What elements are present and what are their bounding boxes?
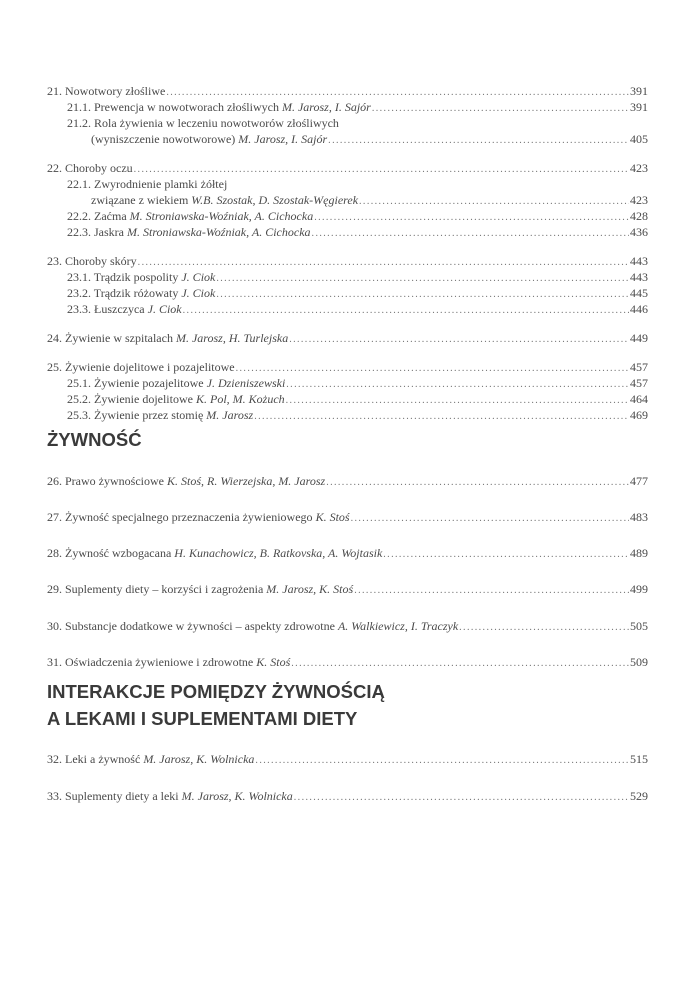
page-number: 449: [630, 331, 648, 345]
entry-authors: H. Kunachowicz, B. Ratkovska, A. Wojtasik: [174, 546, 383, 560]
entry-title: 28. Żywność wzbogacana: [47, 546, 172, 560]
entry-title: 27. Żywność specjalnego przeznaczenia żywieniowego: [47, 510, 313, 524]
entry-authors: M. Jarosz, I. Sajór: [238, 132, 328, 146]
toc-entry-28[interactable]: [47, 545, 648, 561]
toc-entry-23-2[interactable]: [67, 285, 648, 301]
page-number: 464: [630, 392, 648, 406]
entry-title-cont: (wyniszczenie nowotworowe): [91, 132, 236, 146]
entry-authors: J. Dzieniszewski: [206, 376, 286, 390]
entry-authors: M. Jarosz, H. Turlejska: [175, 331, 289, 345]
page-number: 529: [630, 789, 648, 803]
page-number: 505: [630, 619, 648, 633]
toc-entry-25-2[interactable]: [67, 391, 648, 407]
page-number: 428: [630, 209, 648, 223]
page-number: 436: [630, 225, 648, 239]
section-heading-interactions-line2: A LEKAMI I SUPLEMENTAMI DIETY: [47, 708, 358, 729]
entry-authors: K. Stoś, R. Wierzejska, M. Jarosz: [166, 474, 326, 488]
page-number: 457: [630, 376, 648, 390]
entry-title: 22.2. Zaćma: [67, 209, 127, 223]
toc-entry-26[interactable]: [47, 473, 648, 489]
page-number: 515: [630, 752, 648, 766]
toc-entry-23[interactable]: [47, 253, 648, 269]
entry-title: 23. Choroby skóry: [47, 254, 137, 268]
toc-entry-22-2[interactable]: [67, 208, 648, 224]
toc-entry-22-1-cont[interactable]: [91, 192, 648, 208]
entry-title-cont: związane z wiekiem: [91, 193, 189, 207]
page-number: 443: [630, 270, 648, 284]
toc-entry-21-2[interactable]: [67, 115, 648, 131]
dot-leader: [289, 332, 629, 348]
dot-leader: [294, 790, 629, 806]
toc-entry-27[interactable]: [47, 509, 648, 525]
entry-authors: M. Jarosz, K. Wolnicka: [181, 789, 293, 803]
entry-title: 21.2. Rola żywienia w leczeniu nowotworów złośliwych: [67, 116, 339, 130]
page-number: 489: [630, 546, 648, 560]
toc-entry-25-1[interactable]: [67, 375, 648, 391]
entry-authors: M. Jarosz, K. Wolnicka: [143, 752, 255, 766]
entry-title: 25. Żywienie dojelitowe i pozajelitowe: [47, 360, 235, 374]
dot-leader: [183, 303, 629, 319]
entry-title: 26. Prawo żywnościowe: [47, 474, 164, 488]
toc-entry-22[interactable]: [47, 160, 648, 176]
toc-entry-22-3[interactable]: [67, 224, 648, 240]
entry-title: 21.1. Prewencja w nowotworach złośliwych: [67, 100, 279, 114]
entry-title: 31. Oświadczenia żywieniowe i zdrowotne: [47, 655, 254, 669]
entry-authors: K. Pol, M. Kożuch: [195, 392, 285, 406]
toc-entry-33[interactable]: [47, 788, 648, 804]
entry-authors: M. Stroniawska-Woźniak, A. Cichocka: [127, 225, 311, 239]
page-number: 509: [630, 655, 648, 669]
entry-title: 29. Suplementy diety – korzyści i zagrożenia: [47, 582, 264, 596]
page-number: 477: [630, 474, 648, 488]
dot-leader: [354, 583, 629, 599]
section-heading-interactions-line1: INTERAKCJE POMIĘDZY ŻYWNOŚCIĄ: [47, 681, 385, 702]
entry-title: 22.3. Jaskra: [67, 225, 124, 239]
page-number: 405: [630, 132, 648, 146]
page-number: 457: [630, 360, 648, 374]
entry-title: 23.3. Łuszczyca: [67, 302, 145, 316]
toc-entry-23-3[interactable]: [67, 301, 648, 317]
dot-leader: [291, 656, 629, 672]
toc-entry-29[interactable]: [47, 581, 648, 597]
entry-authors: J. Ciok: [181, 286, 216, 300]
toc-entry-31[interactable]: [47, 654, 648, 670]
entry-authors: M. Jarosz, I. Sajór: [281, 100, 371, 114]
toc-entry-24[interactable]: [47, 330, 648, 346]
entry-authors: J. Ciok: [181, 270, 216, 284]
entry-title: 24. Żywienie w szpitalach: [47, 331, 173, 345]
toc-entry-25[interactable]: [47, 359, 648, 375]
dot-leader: [312, 226, 629, 242]
page-number: 391: [630, 100, 648, 114]
entry-authors: M. Stroniawska-Woźniak, A. Cichocka: [129, 209, 314, 223]
page-number: 483: [630, 510, 648, 524]
entry-authors: M. Jarosz, K. Stoś: [266, 582, 354, 596]
entry-authors: A. Walkiewicz, I. Traczyk: [337, 619, 459, 633]
entry-title: 25.3. Żywienie przez stomię: [67, 408, 204, 422]
section-heading-food: ŻYWNOŚĆ: [47, 429, 142, 450]
entry-title: 21. Nowotwory złośliwe: [47, 84, 166, 98]
dot-leader: [351, 511, 629, 527]
entry-title: 23.2. Trądzik różowaty: [67, 286, 179, 300]
dot-leader: [459, 620, 629, 636]
entry-title: 23.1. Trądzik pospolity: [67, 270, 179, 284]
dot-leader: [254, 409, 629, 425]
page-number: 469: [630, 408, 648, 422]
entry-authors: J. Ciok: [147, 302, 182, 316]
toc-entry-32[interactable]: [47, 751, 648, 767]
entry-title: 33. Suplementy diety a leki: [47, 789, 179, 803]
entry-authors: K. Stoś: [256, 655, 291, 669]
page-number: 423: [630, 193, 648, 207]
entry-title: 30. Substancje dodatkowe w żywności – aspekty zdrowotne: [47, 619, 335, 633]
entry-title: 32. Leki a żywność: [47, 752, 141, 766]
entry-authors: W.B. Szostak, D. Szostak-Węgierek: [191, 193, 359, 207]
toc-entry-23-1[interactable]: [67, 269, 648, 285]
toc-entry-21[interactable]: [47, 83, 648, 99]
entry-title: 22.1. Zwyrodnienie plamki żółtej: [67, 177, 228, 191]
entry-title: 25.1. Żywienie pozajelitowe: [67, 376, 204, 390]
toc-entry-22-1[interactable]: [67, 176, 648, 192]
toc-entry-21-1[interactable]: [67, 99, 648, 115]
dot-leader: [326, 475, 629, 491]
page-number: 391: [630, 84, 648, 98]
toc-entry-25-3[interactable]: [67, 407, 648, 423]
page-number: 443: [630, 254, 648, 268]
dot-leader: [328, 133, 629, 149]
entry-title: 25.2. Żywienie dojelitowe: [67, 392, 193, 406]
page-number: 423: [630, 161, 648, 175]
toc-entry-30[interactable]: [47, 618, 648, 634]
page-number: 446: [630, 302, 648, 316]
dot-leader: [383, 547, 629, 563]
toc-entry-21-2-cont[interactable]: [91, 131, 648, 147]
page-number: 445: [630, 286, 648, 300]
entry-authors: K. Stoś: [315, 510, 350, 524]
page-number: 499: [630, 582, 648, 596]
dot-leader: [255, 753, 629, 769]
entry-authors: M. Jarosz: [206, 408, 254, 422]
entry-title: 22. Choroby oczu: [47, 161, 133, 175]
